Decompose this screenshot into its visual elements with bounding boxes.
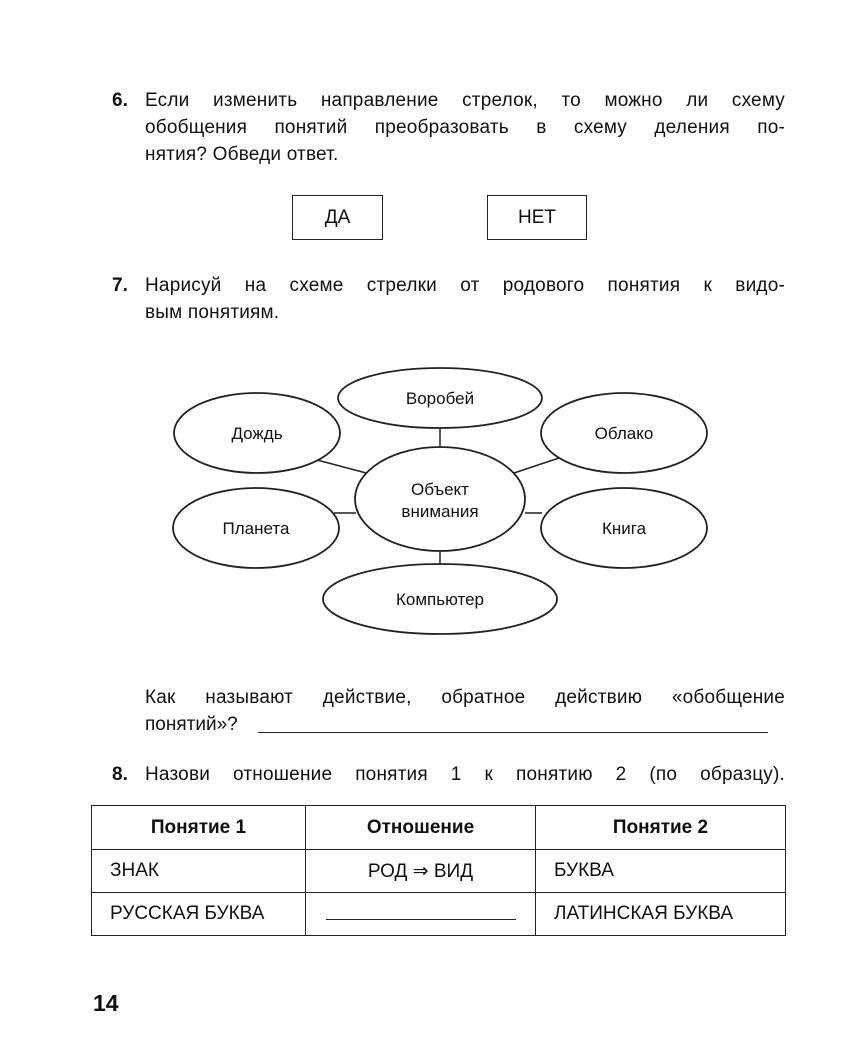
- center-label: внимания: [401, 502, 479, 521]
- task-6-line: обобщения понятий преобразовать в схему деления по-: [145, 117, 785, 138]
- header-concept-1: Понятие 1: [92, 806, 306, 850]
- task-7-line: вым понятиям.: [145, 302, 280, 323]
- task-6-line: нятия? Обведи ответ.: [145, 144, 339, 165]
- task-7-question: [145, 684, 785, 738]
- task-8-text: Назови отношение понятия 1 к понятию 2 (по образцу).: [145, 764, 785, 785]
- answer-option-no[interactable]: НЕТ: [487, 195, 587, 240]
- cell-concept-2: ЛАТИНСКАЯ БУКВА: [536, 893, 786, 936]
- node-label-upper-right: Облако: [594, 424, 654, 443]
- relation-answer-blank[interactable]: [326, 903, 516, 920]
- answer-option-yes[interactable]: ДА: [292, 195, 383, 240]
- task-7-number: 7.: [112, 275, 128, 296]
- node-label-lower-right: Книга: [601, 519, 647, 538]
- node-label-top: Воробей: [405, 389, 475, 408]
- node-label-lower-left: Планета: [222, 519, 290, 538]
- answer-blank-line[interactable]: [258, 732, 768, 733]
- task-7-question-line: понятий»?: [145, 714, 238, 735]
- center-ellipse[interactable]: [355, 447, 525, 551]
- cell-concept-1: РУССКАЯ БУКВА: [92, 893, 306, 936]
- connector-upper-right: [511, 456, 565, 474]
- table-row: [92, 893, 786, 936]
- relation-table: [91, 805, 786, 936]
- center-label: Объект: [411, 480, 469, 499]
- cell-concept-1: ЗНАК: [92, 850, 306, 893]
- table-row: [92, 850, 786, 893]
- page-number: 14: [93, 990, 119, 1016]
- cell-relation-answer[interactable]: [306, 893, 536, 936]
- task-6-number: 6.: [112, 90, 128, 111]
- task-6-line: Если изменить направление стрелок, то можно ли схему: [145, 90, 785, 111]
- task-7-line: Нарисуй на схеме стрелки от родового понятия к видо-: [145, 275, 785, 296]
- header-relation: Отношение: [306, 806, 536, 850]
- task-7-question-line: Как называют действие, обратное действию «обобщение: [145, 687, 785, 708]
- cell-relation: РОД ⇒ ВИД: [306, 850, 536, 893]
- node-label-upper-left: Дождь: [231, 424, 283, 443]
- table-header-row: [92, 806, 786, 850]
- node-label-bottom: Компьютер: [396, 590, 484, 609]
- task-8-number: 8.: [112, 764, 128, 785]
- header-concept-2: Понятие 2: [536, 806, 786, 850]
- cell-concept-2: БУКВА: [536, 850, 786, 893]
